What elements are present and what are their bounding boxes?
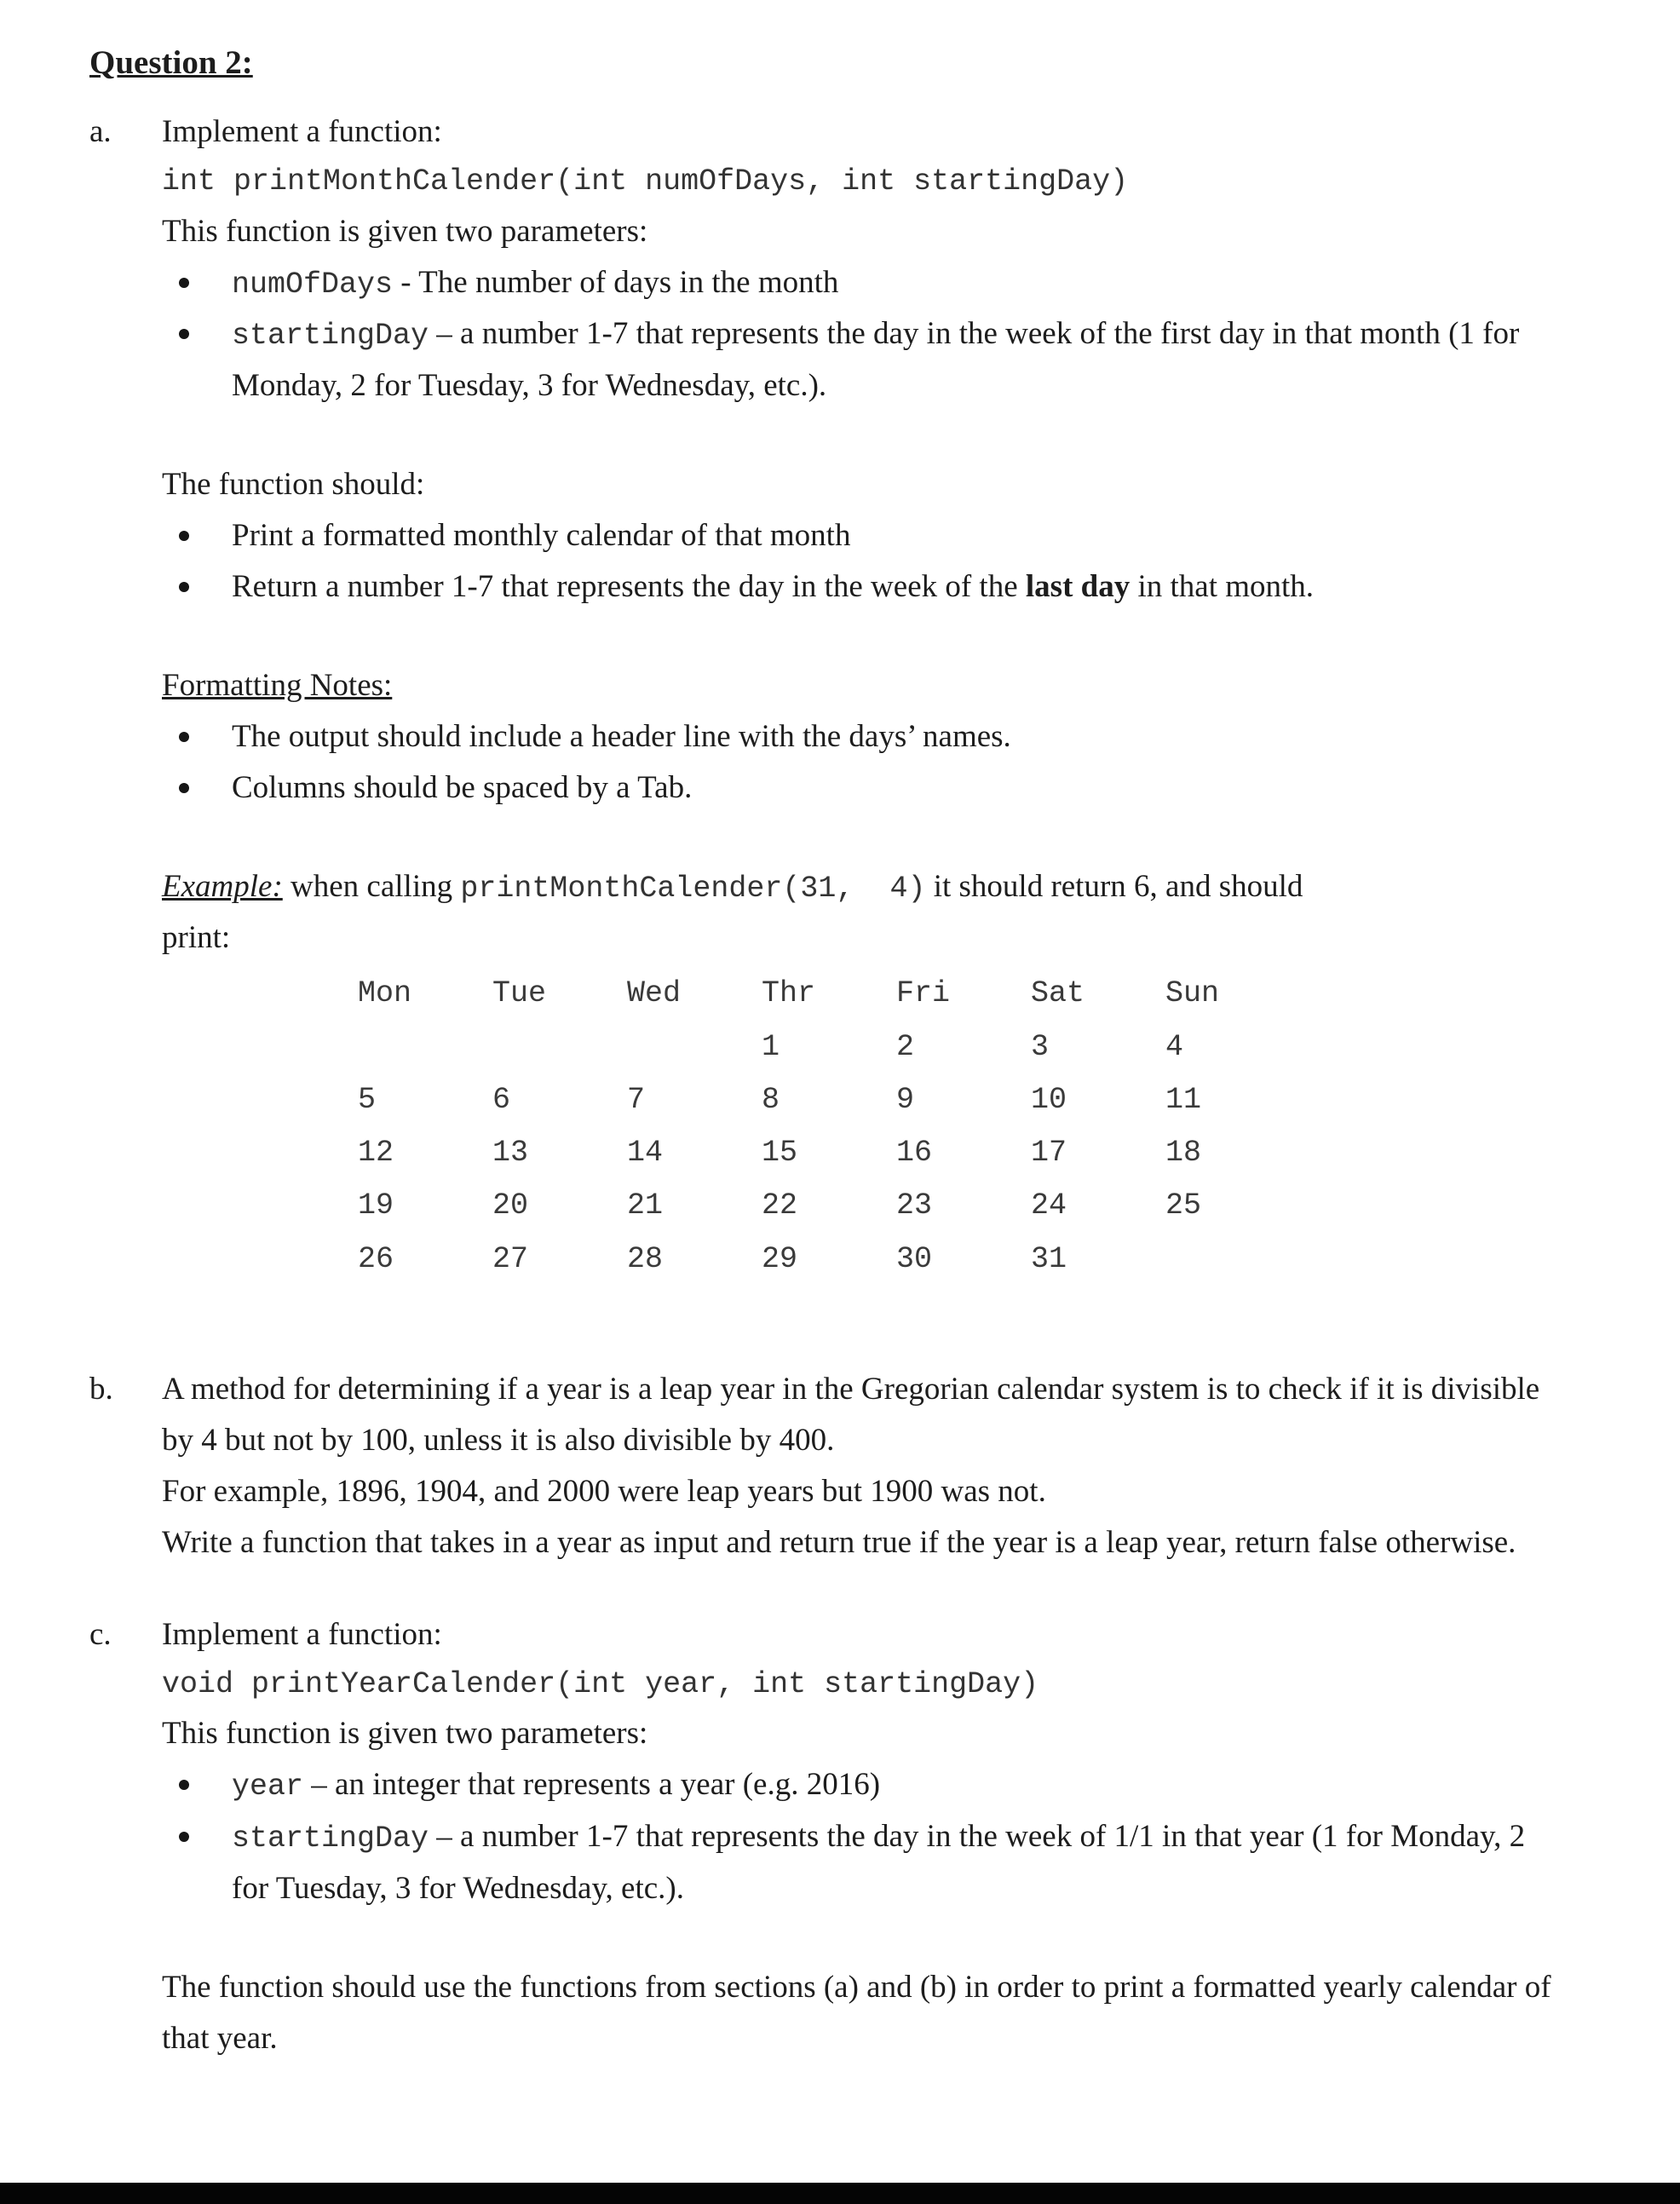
- a-should-bullet-2: [162, 561, 1569, 613]
- numofdays-code: numOfDays: [232, 267, 394, 302]
- c-param-bullet-year: [162, 1759, 1569, 1811]
- c-params-intro: This function is given two parameters:: [162, 1716, 648, 1752]
- calendar-header-cell: Mon: [358, 976, 412, 1011]
- calendar-cell: 13: [492, 1136, 529, 1171]
- calendar-cell: 3: [1031, 1029, 1050, 1064]
- calendar-header-cell: Wed: [627, 976, 682, 1011]
- b-task-text: Write a function that takes in a year as input and return true if the year is a leap year, return false otherwise.: [162, 1524, 1516, 1560]
- calendar-cell: 4: [1165, 1029, 1184, 1064]
- section-c-body: [162, 1609, 1569, 2064]
- section-b: [89, 1364, 1569, 1568]
- calendar-example-output: [358, 967, 1569, 1286]
- a-param-bullet-numofdays: [162, 257, 1569, 309]
- c-param-bullet-startingday: [162, 1811, 1569, 1914]
- a-example-print-line: print:: [162, 920, 231, 956]
- calendar-cell: 31: [1031, 1241, 1067, 1276]
- section-b-body: [162, 1364, 1569, 1568]
- year-desc: – an integer that represents a year (e.g. 2016): [303, 1767, 881, 1803]
- section-c: [89, 1609, 1569, 2064]
- calendar-cell: 12: [358, 1136, 394, 1171]
- calendar-cell: 11: [1165, 1082, 1202, 1117]
- calendar-cell: 30: [896, 1241, 933, 1276]
- calendar-cell: 23: [896, 1188, 933, 1223]
- calendar-cell: 8: [762, 1082, 780, 1117]
- startingday-desc: – a number 1-7 that represents the day in the week of 1/1 in that year (1 for Monday, 2 for Tuesday, 3 for Wednesday, etc.).: [232, 1819, 1526, 1906]
- calendar-cell: 1: [762, 1029, 780, 1064]
- calendar-cell: 27: [492, 1241, 529, 1276]
- calendar-cell: 17: [1031, 1136, 1067, 1171]
- a-should-bullet-1: [162, 510, 1569, 561]
- a-formatting-1-text: The output should include a header line with the days’ names.: [232, 718, 1011, 754]
- bullet-icon: [179, 278, 189, 288]
- should-2-post: in that month.: [1130, 568, 1315, 604]
- startingday-code: startingDay: [232, 1821, 429, 1856]
- bullet-icon: [179, 1832, 189, 1842]
- example-label: Example:: [162, 868, 283, 904]
- section-a-body: [162, 106, 1569, 1286]
- calendar-cell: [627, 1021, 762, 1073]
- a-intro-text: Implement a function:: [162, 114, 442, 150]
- calendar-cell: [358, 1021, 492, 1073]
- bullet-icon: [179, 582, 189, 592]
- calendar-cell: 7: [627, 1082, 646, 1117]
- calendar-header-cell: Fri: [896, 976, 951, 1011]
- should-2-bold: last day: [1025, 568, 1131, 604]
- calendar-cell: 18: [1165, 1136, 1202, 1171]
- calendar-cell: 2: [896, 1029, 915, 1064]
- a-params-intro: This function is given two parameters:: [162, 213, 648, 249]
- a-param-numofdays-text: [232, 257, 1569, 309]
- a-formatting-2-text: Columns should be spaced by a Tab.: [232, 769, 693, 805]
- c-closing-text: The function should use the functions from sections (a) and (b) in order to print a formatted yearly calendar of that year.: [162, 1969, 1551, 2056]
- question-title: Question 2:: [89, 44, 253, 81]
- calendar-cell: 14: [627, 1136, 664, 1171]
- a-should-2-text: [232, 561, 1569, 613]
- calendar-cell: [1165, 1233, 1300, 1286]
- a-formatting-bullet-2: [162, 762, 1569, 814]
- scan-edge-bar: [0, 2183, 1680, 2204]
- calendar-cell: 9: [896, 1082, 915, 1117]
- bullet-icon: [179, 531, 189, 541]
- bullet-icon: [179, 1780, 189, 1790]
- calendar-cell: 5: [358, 1082, 377, 1117]
- bullet-icon: [179, 329, 189, 339]
- calendar-header-cell: Thr: [762, 976, 816, 1011]
- section-a: [89, 106, 1569, 1286]
- calendar-header-cell: Sun: [1165, 976, 1220, 1011]
- c-param-year-text: [232, 1759, 1569, 1811]
- should-2-pre: Return a number 1-7 that represents the day in the week of the: [232, 568, 1026, 604]
- a-function-signature: int printMonthCalender(int numOfDays, int startingDay): [162, 164, 1129, 199]
- b-leap-year-examples: For example, 1896, 1904, and 2000 were leap years but 1900 was not.: [162, 1473, 1046, 1509]
- a-should-title: The function should:: [162, 467, 425, 503]
- a-formatting-title: Formatting Notes:: [162, 667, 393, 703]
- example-call-code: printMonthCalender(31, 4): [460, 871, 926, 906]
- section-c-label: c.: [89, 1616, 112, 1652]
- calendar-header-cell: Sat: [1031, 976, 1085, 1011]
- c-function-signature: void printYearCalender(int year, int startingDay): [162, 1666, 1039, 1701]
- calendar-cell: 24: [1031, 1188, 1067, 1223]
- b-leap-year-rule: A method for determining if a year is a leap year in the Gregorian calendar system is to check if it is divisible by 4 but not by 100, unless it is also divisible by 400.: [162, 1372, 1540, 1459]
- calendar-cell: 22: [762, 1188, 798, 1223]
- calendar-cell: 16: [896, 1136, 933, 1171]
- a-should-1-text: Print a formatted monthly calendar of that month: [232, 517, 851, 553]
- calendar-cell: 20: [492, 1188, 529, 1223]
- a-param-bullet-startingday: [162, 308, 1569, 411]
- c-intro-text: Implement a function:: [162, 1616, 442, 1652]
- example-text-1: when calling: [282, 868, 461, 904]
- calendar-cell: 28: [627, 1241, 664, 1276]
- calendar-header-cell: Tue: [492, 976, 547, 1011]
- section-a-label: a.: [89, 114, 112, 150]
- c-param-startingday-text: [232, 1811, 1569, 1914]
- startingday-desc: – a number 1-7 that represents the day in the week of the first day in that month (1 for Monday, 2 for Tuesday, 3 for Wednesday, etc.).: [232, 316, 1520, 404]
- year-code: year: [232, 1770, 304, 1804]
- example-text-2: it should return 6, and should: [925, 868, 1303, 904]
- section-b-label: b.: [89, 1372, 113, 1407]
- calendar-cell: 26: [358, 1241, 394, 1276]
- calendar-cell: 6: [492, 1082, 511, 1117]
- calendar-cell: 29: [762, 1241, 798, 1276]
- bullet-icon: [179, 783, 189, 793]
- startingday-code: startingDay: [232, 319, 429, 354]
- calendar-cell: [492, 1021, 627, 1073]
- calendar-cell: 21: [627, 1188, 664, 1223]
- a-formatting-bullet-1: [162, 711, 1569, 762]
- numofdays-desc: - The number of days in the month: [393, 264, 839, 300]
- a-param-startingday-text: [232, 308, 1569, 411]
- calendar-cell: 19: [358, 1188, 394, 1223]
- a-example-paragraph: [162, 861, 1569, 913]
- bullet-icon: [179, 732, 189, 742]
- calendar-cell: 10: [1031, 1082, 1067, 1117]
- calendar-cell: 15: [762, 1136, 798, 1171]
- calendar-cell: 25: [1165, 1188, 1202, 1223]
